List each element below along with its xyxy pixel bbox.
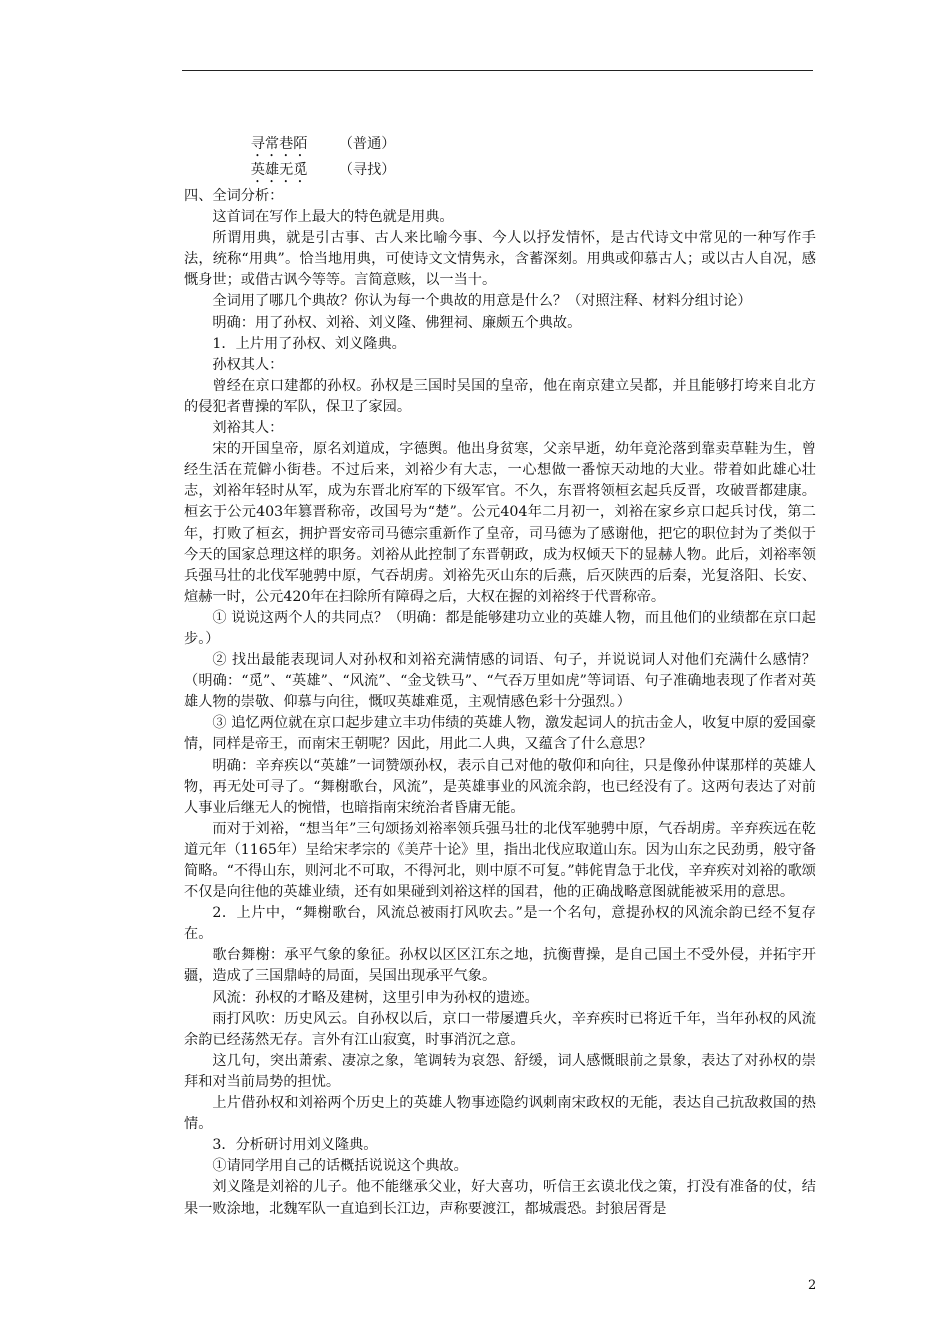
vocab-meaning: （寻找） [338, 162, 396, 178]
paragraph: ①请同学用自己的话概括说说这个典故。 [212, 1158, 468, 1175]
paragraph: 风流：孙权的才略及建树，这里引申为孙权的遗迹。 [212, 989, 539, 1006]
vocab-word: 寻常巷陌 [250, 136, 308, 152]
paragraph: 而对于刘裕，“想当年”三句颂扬刘裕率领兵强马壮的北伐军驰骋中原，气吞胡虏。辛弃疾远在乾道元年（1165年）呈给宋孝宗的《美芹十论》里，指出北伐应取道山东。因为山东之民劲勇，般守备简略。“不得山东，则河北不可取，不得河北，则中原不可复。”韩侂胄急于北伐，辛弃疾对刘裕的歌颂不仅是向往他的英雄业绩，还有如果碰到刘裕这样的国君，他的正确战略意图就能被采用的意思。 [184, 820, 816, 901]
paragraph: 1．上片用了孙权、刘义隆典。 [212, 335, 406, 352]
paragraph: 这首词在写作上最大的特色就是用典。 [212, 209, 454, 226]
paragraph: 所谓用典，就是引古事、古人来比喻今事、今人以抒发情怀，是古代诗文中常见的一种写作手法，统称“用典”。恰当地用典，可使诗文文情隽永，含蓄深刻。用典或仰慕古人；或以古人自况，感慨身世；或借古讽今等等。言简意赅，以一当十。 [184, 230, 816, 289]
section-heading: 四、全词分析： [184, 188, 284, 204]
vocab-word: 英雄无觅 [250, 162, 308, 178]
header-rule [182, 70, 813, 71]
vocab-meaning: （普通） [338, 136, 396, 152]
paragraph: ② 找出最能表现词人对孙权和刘裕充满情感的词语、句子，并说说词人对他们充满什么感情？（明确：“觅”、“英雄”、“风流”、“金戈铁马”、“气吞万里如虎”等词语、句子准确地表现了作者对英雄人物的崇敬、仰慕与向往，慨叹英雄难觅，主观情感色彩十分强烈。） [184, 652, 816, 711]
paragraph: 刘裕其人： [212, 420, 284, 437]
paragraph: 明确：用了孙权、刘裕、刘义隆、佛狸祠、廉颇五个典故。 [212, 314, 582, 331]
vocab-line-1 [184, 134, 816, 160]
paragraph: ③ 追忆两位就在京口起步建立丰功伟绩的英雄人物，激发起词人的抗击金人，收复中原的爱国豪情，同样是帝王，而南宋王朝呢？因此，用此二人典，又蕴含了什么意思？ [184, 715, 816, 753]
paragraph: 上片借孙权和刘裕两个历史上的英雄人物事迹隐约讽刺南宋政权的无能，表达自己抗敌救国的热情。 [184, 1095, 816, 1133]
document-body [184, 134, 816, 1220]
paragraph: 宋的开国皇帝，原名刘道成，字德舆。他出身贫寒，父亲早逝，幼年竟沦落到靠卖草鞋为生，曾经生活在荒僻小街巷。不过后来，刘裕少有大志，一心想做一番惊天动地的大业。带着如此雄心壮志，刘裕年轻时从军，成为东晋北府军的下级军官。不久，东晋将领桓玄起兵反晋，攻破晋都建康。桓玄于公元403年篡晋称帝，改国号为“楚”。公元404年二月初一，刘裕在家乡京口起兵讨伐，第二年，打败了桓玄，拥护晋安帝司马德宗重新作了皇帝，司马德为了感谢他，把它的职位封为了类似于今天的国家总理这样的职务。刘裕从此控制了东晋朝政，成为权倾天下的显赫人物。此后，刘裕率领兵强马壮的北伐军驰骋中原，气吞胡虏。刘裕先灭山东的后燕，后灭陕西的后秦，光复洛阳、长安、煊赫一时，公元420年在扫除所有障碍之后，大权在握的刘裕终于代晋称帝。 [184, 441, 816, 605]
paragraph: 2．上片中，“舞榭歌台，风流总被雨打风吹去。”是一个名句，意提孙权的风流余韵已经不复存在。 [184, 905, 816, 943]
paragraph: 明确：辛弃疾以“英雄”一词赞颂孙权，表示自己对他的敬仰和向往，只是像孙仲谋那样的英雄人物，再无处可寻了。“舞榭歌台，风流”，是英雄事业的风流余韵，也已经没有了。这两句表达了对前人事业后继无人的惋惜，也暗指南宋统治者昏庸无能。 [184, 757, 816, 816]
page-number: 2 [808, 1278, 817, 1293]
paragraph: 雨打风吹：历史风云。自孙权以后，京口一带屡遭兵火，辛弃疾时已将近千年，当年孙权的风流余韵已经荡然无存。言外有江山寂寞，时事消沉之意。 [184, 1010, 816, 1048]
paragraph: 3．分析研讨用刘义隆典。 [212, 1137, 378, 1154]
paragraph-list [184, 186, 816, 1220]
paragraph: 孙权其人： [212, 356, 284, 373]
paragraph: 这几句，突出萧索、凄凉之象，笔调转为哀怨、舒缓，词人感慨眼前之景象，表达了对孙权的崇拜和对当前局势的担忧。 [184, 1052, 816, 1090]
paragraph: 刘义隆是刘裕的儿子。他不能继承父业，好大喜功，听信王玄谟北伐之策，打没有准备的仗，结果一败涂地，北魏军队一直追到长江边，声称要渡江，都城震恐。封狼居胥是 [184, 1179, 816, 1217]
vocab-line-2 [184, 160, 816, 186]
paragraph: 全词用了哪几个典故？你认为每一个典故的用意是什么？（对照注释、材料分组讨论） [212, 293, 752, 310]
paragraph: 曾经在京口建都的孙权。孙权是三国时吴国的皇帝，他在南京建立吴都，并且能够打垮来自北方的侵犯者曹操的军队，保卫了家园。 [184, 377, 816, 415]
paragraph: ① 说说这两个人的共同点？（明确：都是能够建功立业的英雄人物，而且他们的业绩都在京口起步。） [184, 609, 816, 647]
paragraph: 歌台舞榭：承平气象的象征。孙权以区区江东之地，抗衡曹操，是自己国土不受外侵，并拓宇开疆，造成了三国鼎峙的局面，吴国出现承平气象。 [184, 947, 816, 985]
